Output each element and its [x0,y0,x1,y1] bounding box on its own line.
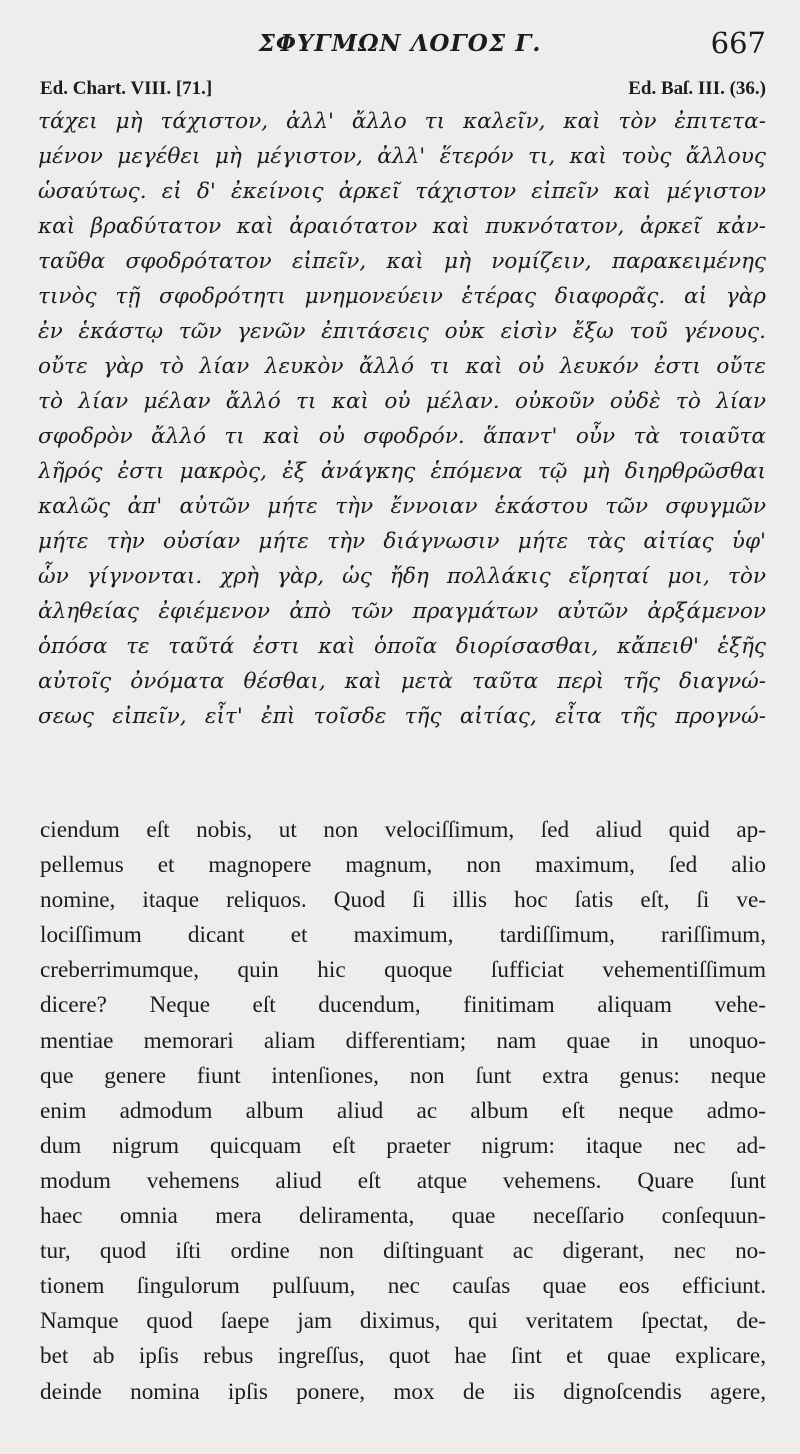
page-number: 667 [710,26,766,60]
greek-line: σφοδρὸν ἄλλό τι καὶ οὐ σφοδρόν. ἅπαντ' οὖν τὰ τοιαῦτα [38,424,766,449]
latin-line: creberrimumque, quin hic quoque ſufficiat vehementiſſimum [40,957,766,984]
greek-line: ὁπόσα τε ταῦτά ἐστι καὶ ὁποῖα διορίσασθαι, κἄπειθ' ἑξῆς [38,634,766,659]
greek-line: ἐν ἑκάστῳ τῶν γενῶν ἐπιτάσεις οὐκ εἰσὶν ἔξω τοῦ γένους. [38,319,766,344]
latin-text-block [40,813,766,1410]
greek-line: τάχει μὴ τάχιστον, ἀλλ' ἄλλο τι καλεῖν, καὶ τὸν ἐπιτετα- [38,109,766,134]
latin-line: mentiae memorari aliam differentiam; nam quae in unoquo- [40,1027,766,1054]
greek-line: μήτε τὴν οὐσίαν μήτε τὴν διάγνωσιν μήτε τὰς αἰτίας ὑφ' [38,529,766,554]
greek-line: ταῦθα σφοδρότατον εἰπεῖν, καὶ μὴ νομίζειν, παρακειμένης [38,249,766,274]
latin-line: pellemus et magnopere magnum, non maximum, ſed alio [40,852,766,879]
greek-text-block [38,104,766,734]
latin-line: Namque quod ſaepe jam diximus, qui veritatem ſpectat, de- [40,1308,766,1335]
greek-line: ἀληθείας ἐφιέμενον ἀπὸ τῶν πραγμάτων αὐτῶν ἀρξάμενον [38,599,766,624]
edition-reference-line [40,78,766,100]
latin-line: modum vehemens aliud eſt atque vehemens. Quare ſunt [40,1167,766,1194]
greek-line: μένον μεγέθει μὴ μέγιστον, ἀλλ' ἕτερόν τι, καὶ τοὺς ἄλλους [38,144,766,169]
greek-line: ὡσαύτως. εἰ δ' ἐκείνοις ἀρκεῖ τάχιστον εἰπεῖν καὶ μέγιστον [38,179,766,204]
latin-line: deinde nomina ipſis ponere, mox de iis dignoſcendis agere, [40,1378,766,1405]
greek-line: αὐτοῖς ὀνόματα θέσθαι, καὶ μετὰ ταῦτα περὶ τῆς διαγνώ- [38,669,766,694]
greek-line: ὧν γίγνονται. χρὴ γὰρ, ὡς ἤδη πολλάκις εἴρηταί μοι, τὸν [38,564,766,589]
latin-line: tur, quod iſti ordine non diſtinguant ac digerant, nec no- [40,1238,766,1265]
latin-line: enim admodum album aliud ac album eſt neque admo- [40,1097,766,1124]
running-title: ΣΦΥΓΜΩΝ ΛΟΓΟΣ Γ. [258,30,542,57]
greek-line: σεως εἰπεῖν, εἶτ' ἐπὶ τοῖσδε τῆς αἰτίας, εἶτα τῆς προγνώ- [38,704,766,729]
edition-reference-right: Ed. Baſ. III. (36.) [628,78,766,99]
latin-line: nomine, itaque reliquos. Quod ſi illis hoc ſatis eſt, ſi ve- [40,887,766,914]
latin-line: dicere? Neque eſt ducendum, finitimam aliquam vehe- [40,992,766,1019]
greek-line: τινὸς τῇ σφοδρότητι μνημονεύειν ἑτέρας διαφορᾶς. αἱ γὰρ [38,284,766,309]
latin-line: lociſſimum dicant et maximum, tardiſſimum, rariſſimum, [40,922,766,949]
greek-line: τὸ λίαν μέλαν ἄλλό τι καὶ οὐ μέλαν. οὐκοῦν οὐδὲ τὸ λίαν [38,389,766,414]
latin-line: que genere fiunt intenſiones, non ſunt extra genus: neque [40,1062,766,1089]
latin-line: dum nigrum quicquam eſt praeter nigrum: itaque nec ad- [40,1132,766,1159]
greek-line: καλῶς ἀπ' αὐτῶν μήτε τὴν ἔννοιαν ἑκάστου τῶν σφυγμῶν [38,494,766,519]
greek-line: καὶ βραδύτατον καὶ ἀραιότατον καὶ πυκνότατον, ἀρκεῖ κἀν- [38,214,766,239]
greek-line: οὔτε γὰρ τὸ λίαν λευκὸν ἄλλό τι καὶ οὐ λευκόν ἐστι οὔτε [38,354,766,379]
latin-line: tionem ſingulorum pulſuum, nec cauſas quae eos efficiunt. [40,1273,766,1300]
edition-reference-left: Ed. Chart. VIII. [71.] [40,78,213,99]
latin-line: haec omnia mera deliramenta, quae neceſſario conſequun- [40,1203,766,1230]
latin-line: bet ab ipſis rebus ingreſſus, quot hae ſint et quae explicare, [40,1343,766,1370]
latin-line: ciendum eſt nobis, ut non velociſſimum, ſed aliud quid ap- [40,817,766,843]
greek-line: λῆρός ἐστι μακρὸς, ἐξ ἀνάγκης ἑπόμενα τῷ μὴ διηρθρῶσθαι [38,459,766,484]
